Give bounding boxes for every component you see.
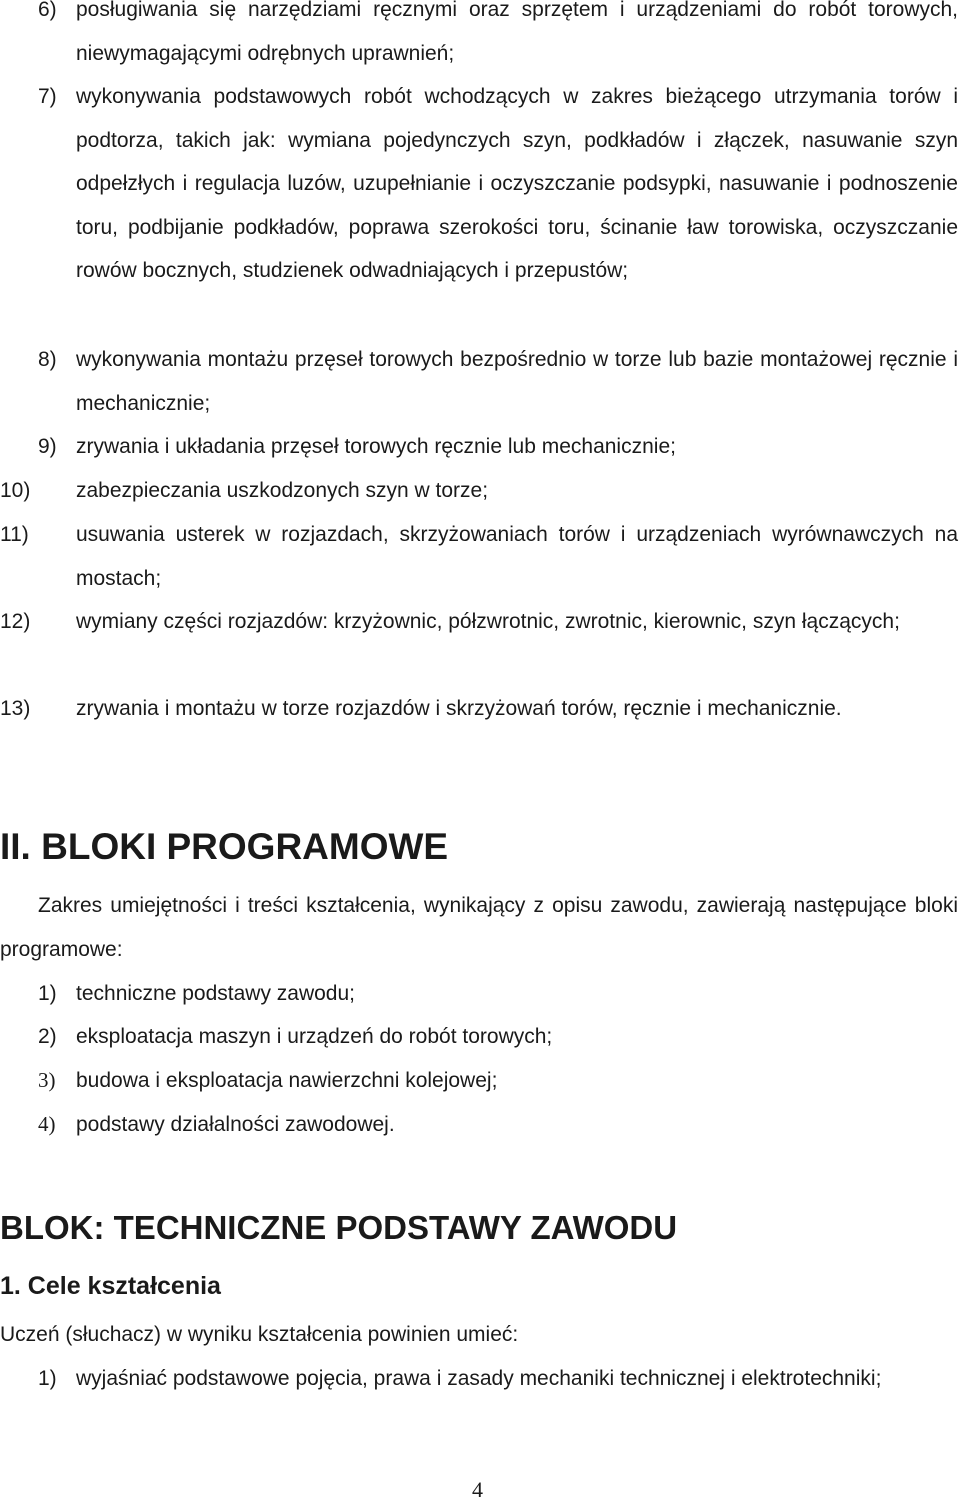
list-item-number: 11) xyxy=(0,523,29,546)
list-item xyxy=(0,425,958,469)
list-item-number: 3) xyxy=(38,1068,56,1092)
list-item-number: 12) xyxy=(0,610,31,633)
goal-item xyxy=(0,1357,958,1401)
program-block-item xyxy=(0,972,958,1016)
list-item-text: posługiwania się narzędziami ręcznymi oraz sprzętem i urządzeniami do robót torowych, niewymagającymi odrębnych uprawnień; xyxy=(76,0,958,65)
list-item-number: 8) xyxy=(38,348,57,371)
section-intro xyxy=(0,884,958,971)
list-item xyxy=(0,513,958,600)
program-block-item xyxy=(0,1059,958,1103)
list-item-number: 2) xyxy=(38,1025,57,1048)
block-subheading: 1. Cele kształcenia xyxy=(0,1272,221,1300)
list-item-text: zabezpieczania uszkodzonych szyn w torze; xyxy=(76,479,489,502)
list-item-text: eksploatacja maszyn i urządzeń do robót torowych; xyxy=(76,1025,553,1048)
list-item-text: wymiany części rozjazdów: krzyżownic, półzwrotnic, zwrotnic, kierownic, szyn łączących; xyxy=(76,610,900,633)
list-item-number: 6) xyxy=(38,0,57,21)
list-item xyxy=(0,75,958,293)
program-block-item xyxy=(0,1103,958,1147)
list-item-number: 9) xyxy=(38,435,57,458)
list-item xyxy=(0,687,958,731)
list-item-text: wykonywania montażu przęseł torowych bezpośrednio w torze lub bazie montażowej ręcznie i mechanicznie; xyxy=(76,348,958,415)
program-block-item xyxy=(0,1015,958,1059)
block-lead: Uczeń (słuchacz) w wyniku kształcenia powinien umieć: xyxy=(0,1323,519,1346)
list-item-text: wykonywania podstawowych robót wchodzących w zakres bieżącego utrzymania torów i podtorza, takich jak: wymiana pojedynczych szyn, podkładów i złączek, nasuwanie szyn odpełzłych i regulacja luzów, uzupełnianie i oczyszczanie podsypki, nasuwanie i podnoszenie toru, podbijanie podkładów, poprawa szerokości toru, ścinanie ław torowiska, oczyszczanie rowów bocznych, studzienek odwadniających i przepustów; xyxy=(76,85,958,283)
list-item-text: zrywania i montażu w torze rozjazdów i skrzyżowań torów, ręcznie i mechanicznie. xyxy=(76,697,842,720)
section-intro-text: Zakres umiejętności i treści kształcenia, wynikający z opisu zawodu, zawierają następujące bloki programowe: xyxy=(0,894,958,961)
list-item-text: wyjaśniać podstawowe pojęcia, prawa i zasady mechaniki technicznej i elektrotechniki; xyxy=(76,1367,882,1390)
list-item xyxy=(0,338,958,425)
list-item xyxy=(0,600,958,644)
section-heading: II. BLOKI PROGRAMOWE xyxy=(0,826,449,867)
list-item-number: 10) xyxy=(0,479,31,502)
list-item-number: 1) xyxy=(38,1367,57,1390)
list-item-number: 7) xyxy=(38,85,57,108)
list-item-text: zrywania i układania przęseł torowych ręcznie lub mechanicznie; xyxy=(76,435,676,458)
list-item-text: budowa i eksploatacja nawierzchni kolejowej; xyxy=(76,1069,498,1092)
list-item-text: podstawy działalności zawodowej. xyxy=(76,1113,395,1136)
list-item-text: techniczne podstawy zawodu; xyxy=(76,982,355,1005)
list-item xyxy=(0,0,958,75)
list-item xyxy=(0,469,958,513)
page-number: 4 xyxy=(472,1477,483,1502)
list-item-text: usuwania usterek w rozjazdach, skrzyżowaniach torów i urządzeniach wyrównawczych na mostach; xyxy=(76,523,958,590)
list-item-number: 4) xyxy=(38,1112,56,1136)
list-item-number: 13) xyxy=(0,697,31,720)
list-item-number: 1) xyxy=(38,982,57,1005)
block-heading: BLOK: TECHNICZNE PODSTAWY ZAWODU xyxy=(0,1209,678,1246)
